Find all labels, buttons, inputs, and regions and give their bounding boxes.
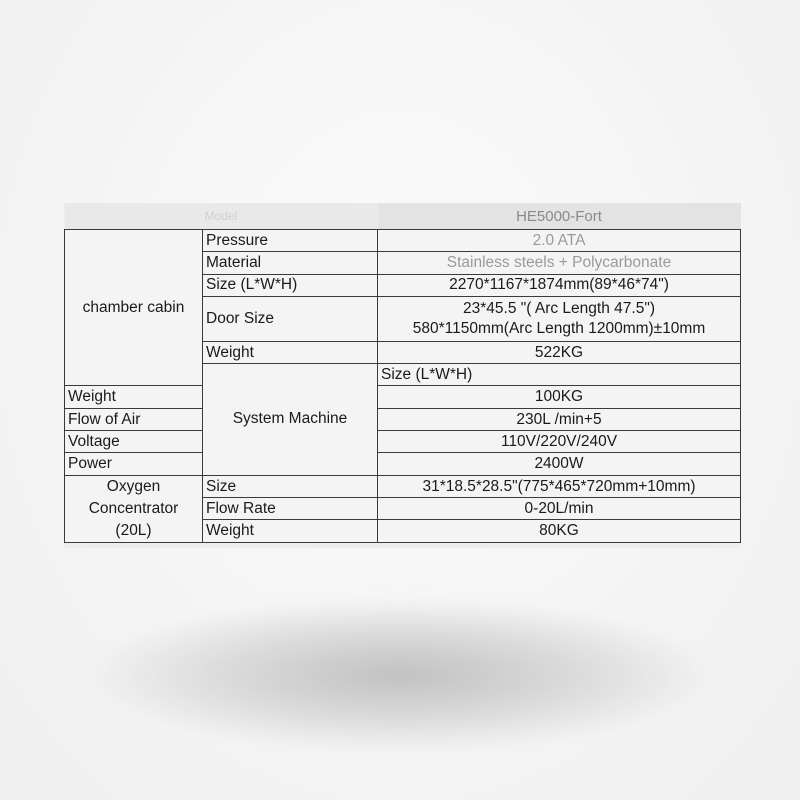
spec-table — [64, 203, 741, 543]
spec-value-line: 580*1150mm(Arc Length 1200mm)±10mm — [412, 319, 706, 337]
spec-value: 522KG — [378, 341, 741, 363]
spec-value: 230L /min+5 — [378, 408, 741, 430]
spec-item: Size — [203, 475, 378, 497]
spec-value: 2400W — [378, 453, 741, 475]
spec-value — [378, 296, 741, 341]
spec-value: 2270*1167*1874mm(89*46*74") — [378, 274, 741, 296]
table-row — [65, 408, 741, 430]
model-label: Model — [65, 203, 378, 230]
spec-value: 0-20L/min — [378, 498, 741, 520]
spec-item: Weight — [65, 386, 203, 408]
table-row — [65, 431, 741, 453]
spec-value: Stainless steels + Polycarbonate — [378, 252, 741, 274]
spec-value: 100KG — [378, 386, 741, 408]
spec-item: Power — [65, 453, 203, 475]
table-row — [65, 475, 741, 497]
spec-item: Voltage — [65, 431, 203, 453]
table-row — [65, 453, 741, 475]
spec-value: 110V/220V/240V — [378, 431, 741, 453]
model-value: HE5000-Fort — [378, 203, 741, 230]
spec-value: 31*18.5*28.5"(775*465*720mm+10mm) — [378, 475, 741, 497]
spec-item: Pressure — [203, 230, 378, 252]
spec-item: Weight — [203, 341, 378, 363]
spec-item: Material — [203, 252, 378, 274]
spec-value: 2.0 ATA — [378, 230, 741, 252]
spec-item: Weight — [203, 520, 378, 542]
group-label-system-machine: System Machine — [203, 364, 378, 475]
group-label-chamber-cabin: chamber cabin — [65, 230, 203, 386]
spec-value-line: 23*45.5 "( Arc Length 47.5") — [463, 299, 655, 317]
drop-shadow — [95, 600, 705, 750]
spec-item: Flow of Air — [65, 408, 203, 430]
spec-item: Size (L*W*H) — [203, 274, 378, 296]
table-row — [65, 386, 741, 408]
spec-value: 80KG — [378, 520, 741, 542]
spec-item: Flow Rate — [203, 498, 378, 520]
spec-item: Size (L*W*H) — [378, 364, 741, 386]
table-row — [65, 230, 741, 252]
spec-item: Door Size — [203, 296, 378, 341]
group-label-oxygen-concentrator: Oxygen Concentrator (20L) — [65, 475, 203, 542]
table-header-row — [65, 203, 741, 230]
